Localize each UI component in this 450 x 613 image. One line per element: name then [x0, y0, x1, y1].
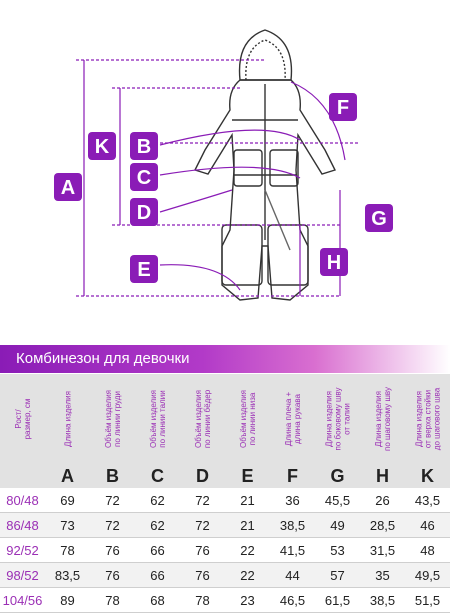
- table-row: [0, 563, 450, 588]
- label-a: A: [60, 177, 76, 199]
- value-cell: 43,5: [414, 493, 441, 508]
- size-table: [0, 374, 450, 613]
- value-cell: 22: [240, 543, 255, 558]
- column-letter: [0, 464, 45, 488]
- value-cell: 76: [105, 543, 120, 558]
- value-cell: 83,5: [54, 568, 81, 583]
- value-cell: 89: [60, 593, 75, 608]
- value-cell: 78: [105, 593, 120, 608]
- label-h: H: [326, 252, 342, 274]
- table-row: [0, 488, 450, 513]
- column-header-label: Длина изделия по шаговому шву: [373, 387, 392, 451]
- value-cell: 21: [240, 518, 255, 533]
- value-cell: 49: [330, 518, 345, 533]
- column-header-label: Длина изделия: [63, 391, 72, 447]
- value-cell: 69: [60, 493, 75, 508]
- column-header: [90, 374, 135, 464]
- value-cell: 61,5: [324, 593, 351, 608]
- value-cell: 53: [330, 543, 345, 558]
- column-header: [225, 374, 270, 464]
- jumpsuit-drawing: [195, 30, 335, 300]
- label-k: K: [94, 136, 110, 158]
- value-cell: 36: [285, 493, 300, 508]
- value-cell: 23: [240, 593, 255, 608]
- column-letter: K: [421, 466, 434, 486]
- column-letter: G: [330, 466, 345, 486]
- column-letter: E: [241, 466, 254, 486]
- value-cell: 31,5: [369, 543, 396, 558]
- column-header: [45, 374, 90, 464]
- value-cell: 57: [330, 568, 345, 583]
- label-d: D: [136, 202, 152, 224]
- value-cell: 38,5: [279, 518, 306, 533]
- column-header-label: Длина плеча + длина рукава: [283, 391, 302, 447]
- column-header: [315, 374, 360, 464]
- table-row: [0, 538, 450, 563]
- value-cell: 68: [150, 593, 165, 608]
- value-cell: 66: [150, 543, 165, 558]
- label-e: E: [137, 259, 151, 281]
- size-cell: 92/52: [6, 543, 39, 558]
- value-cell: 72: [105, 493, 120, 508]
- value-cell: 62: [150, 493, 165, 508]
- value-cell: 76: [195, 568, 210, 583]
- value-cell: 21: [240, 493, 255, 508]
- value-cell: 76: [105, 568, 120, 583]
- value-cell: 51,5: [414, 593, 441, 608]
- table-row: [0, 588, 450, 613]
- column-header: [180, 374, 225, 464]
- value-cell: 38,5: [369, 593, 396, 608]
- column-letter: H: [376, 466, 389, 486]
- column-header-label: Рост/ размер, см: [13, 398, 32, 440]
- label-f: F: [336, 97, 350, 119]
- table-body: [0, 488, 450, 613]
- value-cell: 22: [240, 568, 255, 583]
- column-header: [0, 374, 45, 464]
- size-cell: 86/48: [6, 518, 39, 533]
- header-row: [0, 374, 450, 464]
- label-b: B: [136, 136, 152, 158]
- value-cell: 49,5: [414, 568, 441, 583]
- column-header-label: Объём изделия по линии низа: [238, 390, 257, 448]
- value-cell: 45,5: [324, 493, 351, 508]
- column-header-label: Объём изделия по линии груди: [103, 390, 122, 448]
- value-cell: 48: [420, 543, 435, 558]
- value-cell: 66: [150, 568, 165, 583]
- column-header-label: Объём изделия по линии бёдер: [193, 389, 212, 449]
- page-title: Комбинезон для девочки: [16, 350, 190, 367]
- value-cell: 78: [195, 593, 210, 608]
- value-cell: 72: [195, 518, 210, 533]
- column-letter: C: [151, 466, 164, 486]
- column-letter: A: [61, 466, 74, 486]
- value-cell: 78: [60, 543, 75, 558]
- column-header: [270, 374, 315, 464]
- value-cell: 62: [150, 518, 165, 533]
- title-bar: [0, 345, 450, 373]
- value-cell: 76: [195, 543, 210, 558]
- column-letter: B: [106, 466, 119, 486]
- value-cell: 46,5: [279, 593, 306, 608]
- column-letter: D: [196, 466, 209, 486]
- value-cell: 73: [60, 518, 75, 533]
- column-header: [360, 374, 405, 464]
- column-header: [135, 374, 180, 464]
- value-cell: 35: [375, 568, 390, 583]
- value-cell: 41,5: [279, 543, 306, 558]
- value-cell: 28,5: [369, 518, 396, 533]
- label-c: C: [136, 167, 152, 189]
- column-letter: F: [287, 466, 298, 486]
- column-header-label: Длина изделия от верха стойки до шагового шва: [414, 387, 441, 451]
- value-cell: 44: [285, 568, 300, 583]
- column-header-label: Объём изделия по линии талии: [148, 390, 167, 448]
- letters-row: [0, 464, 450, 488]
- size-cell: 104/56: [2, 593, 43, 608]
- label-g: G: [371, 208, 387, 230]
- value-cell: 72: [105, 518, 120, 533]
- column-header-label: Длина изделия по боковому шву от талии: [324, 387, 351, 451]
- column-header: [405, 374, 450, 464]
- size-cell: 80/48: [6, 493, 39, 508]
- table-row: [0, 513, 450, 538]
- size-cell: 98/52: [6, 568, 39, 583]
- value-cell: 46: [420, 518, 435, 533]
- dimension-lines: [76, 60, 360, 296]
- value-cell: 72: [195, 493, 210, 508]
- value-cell: 26: [375, 493, 390, 508]
